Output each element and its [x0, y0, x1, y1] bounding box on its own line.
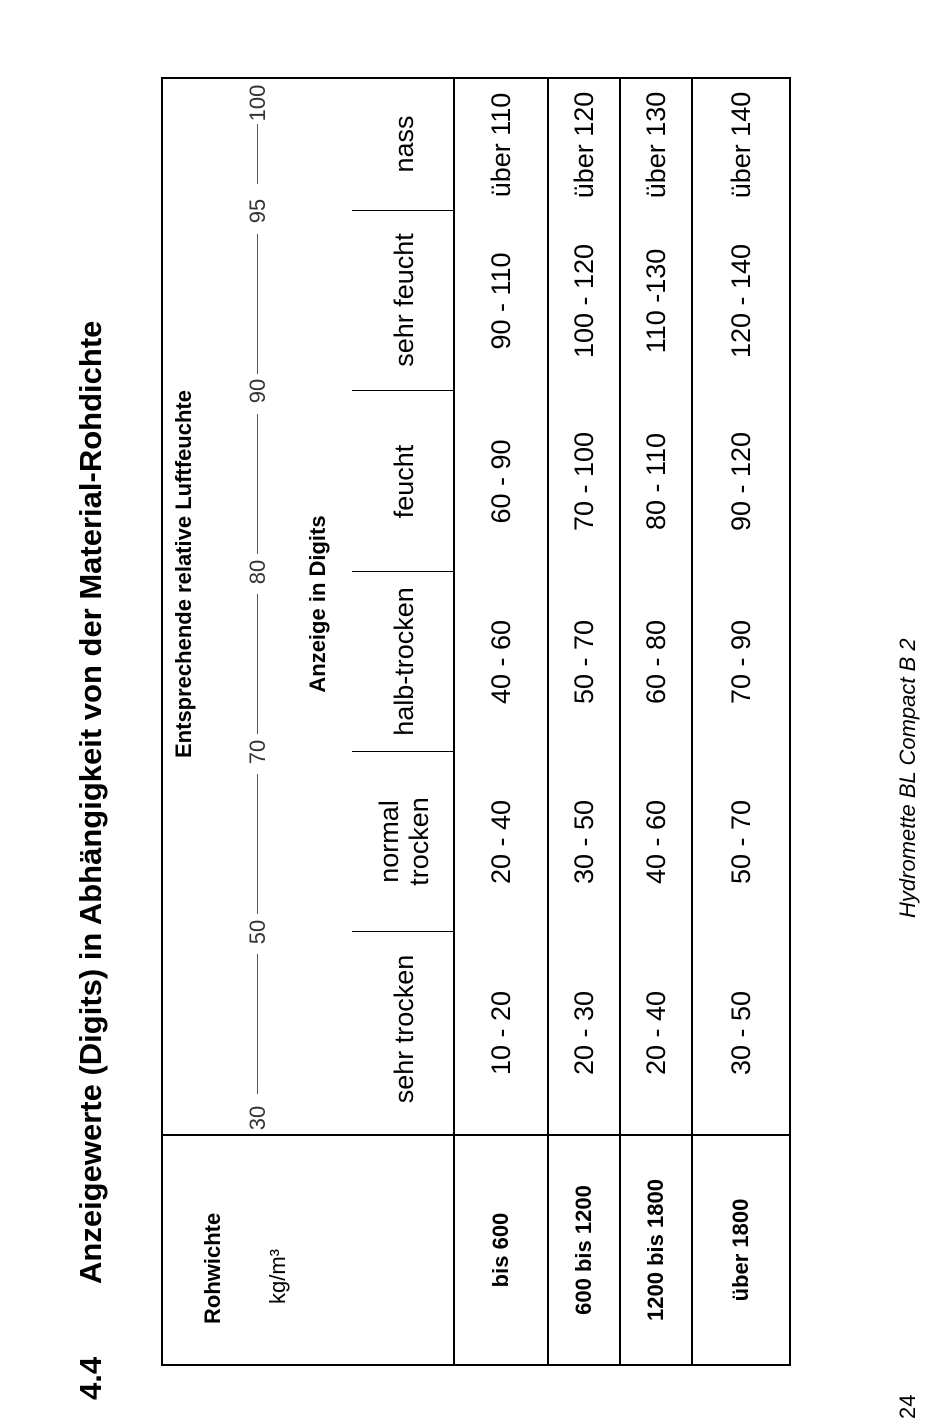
- scale-value: 100: [244, 84, 270, 122]
- digits-label: Anzeige in Digits: [304, 515, 330, 693]
- scale-value: 90: [244, 378, 270, 404]
- scale-value: 80: [244, 559, 270, 585]
- divider: [352, 210, 455, 211]
- divider: [352, 931, 455, 932]
- scale-value: 50: [244, 919, 270, 945]
- table-cell: 10 - 20: [485, 990, 516, 1076]
- table-cell: 20 - 40: [640, 990, 671, 1076]
- row-density: 1200 bis 1800: [642, 1179, 668, 1321]
- table-cell: 90 - 110: [485, 252, 516, 350]
- scale-line: [257, 954, 258, 1094]
- table-cell: 20 - 30: [568, 990, 599, 1076]
- category-header: feucht: [388, 444, 419, 519]
- table-cell: 60 - 90: [485, 439, 516, 524]
- scale-line: [257, 124, 258, 184]
- table-cell: 120 - 140: [725, 243, 756, 359]
- humidity-label: Entsprechende relative Luftfeuchte: [170, 390, 196, 758]
- divider: [352, 751, 455, 752]
- table-cell: 70 - 100: [568, 431, 599, 532]
- scale-line: [257, 414, 258, 554]
- page-number: 24: [895, 1394, 920, 1419]
- table-cell: 30 - 50: [568, 799, 599, 885]
- category-header: sehr feucht: [388, 233, 419, 367]
- scale-line: [257, 774, 258, 914]
- table-cell: 30 - 50: [725, 990, 756, 1076]
- table-cell: über 110: [485, 92, 516, 198]
- section-title: Anzeigewerte (Digits) in Abhängigkeit von der Material-Rohdichte: [73, 320, 108, 1284]
- table-cell: über 130: [640, 91, 671, 199]
- divider: [352, 390, 455, 391]
- scale-value: 95: [244, 198, 270, 224]
- table-cell: 40 - 60: [640, 799, 671, 885]
- table-cell: 110 -130: [640, 248, 671, 354]
- table-cell: über 120: [568, 91, 599, 199]
- category-header: normal trocken: [373, 797, 434, 886]
- category-header: sehr trocken: [388, 954, 419, 1104]
- scale-value: 30: [244, 1105, 270, 1131]
- document-title: Hydromette BL Compact B 2: [895, 638, 920, 918]
- table-cell: 20 - 40: [485, 799, 516, 885]
- category-header: nass: [388, 115, 419, 173]
- table-cell: 90 - 120: [725, 431, 756, 532]
- table-cell: 50 - 70: [568, 619, 599, 705]
- table-cell: über 140: [725, 91, 756, 199]
- divider: [352, 571, 455, 572]
- section-number: 4.4: [73, 1356, 108, 1400]
- scale-value: 70: [244, 739, 270, 765]
- table-cell: 100 - 120: [568, 243, 599, 359]
- row-density: über 1800: [727, 1198, 753, 1302]
- unit-label: kg/m³: [264, 1249, 290, 1304]
- table-cell: 70 - 90: [725, 619, 756, 705]
- row-density: bis 600: [487, 1212, 513, 1288]
- digits-table: [161, 77, 791, 1366]
- table-cell: 50 - 70: [725, 799, 756, 885]
- category-header: halb-trocken: [388, 587, 419, 736]
- row-density: 600 bis 1200: [570, 1185, 596, 1315]
- table-cell: 40 - 60: [485, 619, 516, 705]
- table-cell: 80 - 110: [640, 432, 671, 531]
- rohwichte-label: Rohwichte: [199, 1212, 225, 1324]
- scale-line: [257, 594, 258, 734]
- scale-line: [257, 234, 258, 374]
- table-cell: 60 - 80: [640, 619, 671, 705]
